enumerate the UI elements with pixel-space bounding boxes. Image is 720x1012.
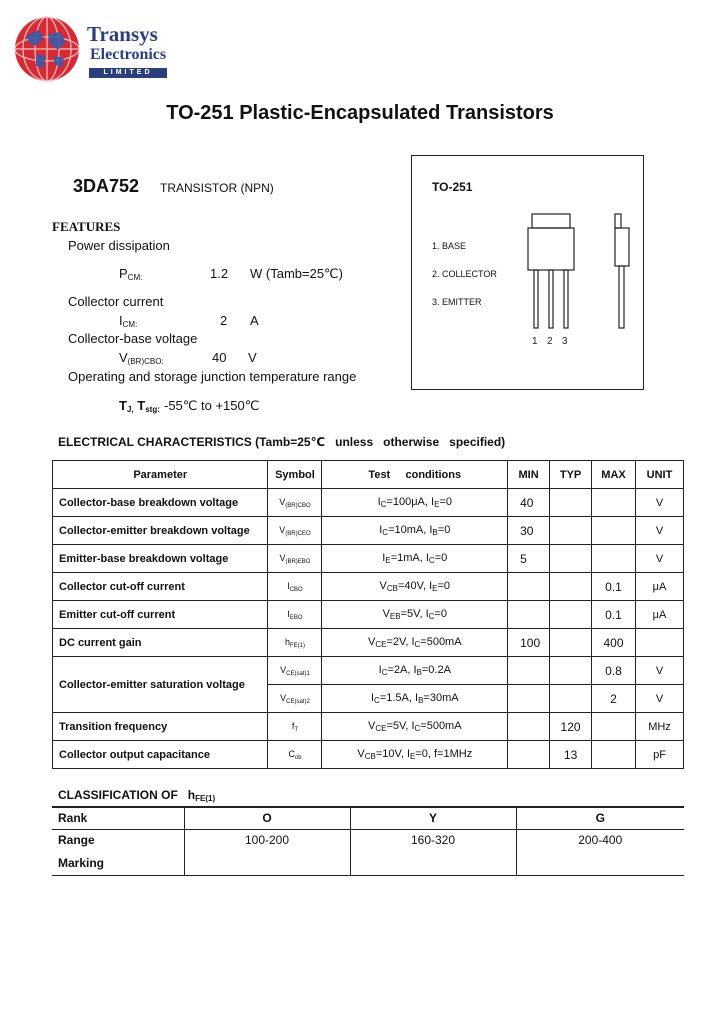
table-row bbox=[53, 545, 684, 573]
range-row bbox=[52, 829, 684, 851]
symbol-cell: $V_{(BR)CEO}$ bbox=[268, 517, 322, 545]
min-cell bbox=[508, 713, 550, 741]
symbol-cell: $V_{(BR)CBO}$ bbox=[268, 489, 322, 517]
to251-outline-drawing bbox=[520, 208, 640, 348]
rank-label: Rank bbox=[52, 807, 184, 829]
table-row bbox=[53, 517, 684, 545]
conditions-cell: $I_C=1.5A$, $I_B=30mA$ bbox=[322, 685, 508, 713]
part-number: 3DA752 bbox=[73, 176, 140, 196]
classification-heading: CLASSIFICATION OF $h_{FE(1)}$ bbox=[58, 788, 216, 803]
part-type: TRANSISTOR (NPN) bbox=[160, 181, 274, 195]
min-cell bbox=[508, 741, 550, 769]
header-parameter: Parameter bbox=[53, 461, 268, 489]
param-cell: Transition frequency bbox=[53, 713, 268, 741]
conditions-cell: $I_C=100\mu A$, $I_E=0$ bbox=[322, 489, 508, 517]
conditions-cell: $I_C=2A$, $I_B=0.2A$ bbox=[322, 657, 508, 685]
param-cell: Collector-emitter breakdown voltage bbox=[53, 517, 268, 545]
unit-cell bbox=[636, 629, 684, 657]
table-row bbox=[53, 573, 684, 601]
marking-row bbox=[52, 851, 684, 875]
vcbo-value: 40 bbox=[212, 350, 227, 365]
table-row bbox=[53, 489, 684, 517]
rank-row bbox=[52, 807, 684, 829]
temperature-range-label: Operating and storage junction temperature range bbox=[68, 369, 357, 384]
max-cell: 400 bbox=[592, 629, 636, 657]
conditions-cell: $V_{CB}=40V$, $I_E=0$ bbox=[322, 573, 508, 601]
max-cell bbox=[592, 545, 636, 573]
temperature-symbols: $T_{J,}$ $T_{stg:}$ bbox=[119, 398, 160, 414]
icm-unit: A bbox=[250, 313, 259, 328]
features-heading: FEATURES bbox=[52, 219, 121, 234]
max-cell: 0.8 bbox=[592, 657, 636, 685]
symbol-cell: $I_{CBO}$ bbox=[268, 573, 322, 601]
param-cell: Collector cut-off current bbox=[53, 573, 268, 601]
vcbo-symbol: $V_{(BR)CBO:}$ bbox=[119, 350, 164, 366]
electrical-characteristics-heading: ELECTRICAL CHARACTERISTICS (Tamb=25℃ unless otherwise specified) bbox=[58, 435, 506, 449]
conditions-cell: $V_{CE}=5V$, $I_C=500mA$ bbox=[322, 713, 508, 741]
typ-cell bbox=[550, 489, 592, 517]
rank-g: G bbox=[516, 807, 684, 829]
rank-y: Y bbox=[350, 807, 516, 829]
company-name: Transys bbox=[87, 22, 158, 46]
pin-number-1: 1 bbox=[532, 336, 538, 347]
unit-cell: MHz bbox=[636, 713, 684, 741]
company-division: Electronics bbox=[90, 46, 167, 63]
header-test-conditions: Test conditions bbox=[322, 461, 508, 489]
icm-symbol: $I_{CM:}$ bbox=[119, 313, 138, 329]
symbol-cell: $V_{CE(sat)1}$ bbox=[268, 657, 322, 685]
symbol-cell: $I_{EBO}$ bbox=[268, 601, 322, 629]
conditions-cell: $V_{CE}=2V$, $I_C=500mA$ bbox=[322, 629, 508, 657]
table-row bbox=[53, 629, 684, 657]
header-typ: TYP bbox=[550, 461, 592, 489]
table-row bbox=[53, 713, 684, 741]
pin-label-emitter: 3. EMITTER bbox=[432, 297, 482, 307]
header-symbol: Symbol bbox=[268, 461, 322, 489]
typ-cell bbox=[550, 545, 592, 573]
param-cell: Collector-emitter saturation voltage bbox=[53, 657, 268, 713]
symbol-cell: $C_{ob}$ bbox=[268, 741, 322, 769]
header-max: MAX bbox=[592, 461, 636, 489]
max-cell: 0.1 bbox=[592, 573, 636, 601]
conditions-cell: $V_{EB}=5V$, $I_C=0$ bbox=[322, 601, 508, 629]
typ-cell bbox=[550, 685, 592, 713]
param-cell: Emitter cut-off current bbox=[53, 601, 268, 629]
range-label: Range bbox=[58, 833, 95, 848]
unit-cell: V bbox=[636, 657, 684, 685]
conditions-cell: $I_E=1mA$, $I_C=0$ bbox=[322, 545, 508, 573]
min-cell: 100 bbox=[508, 629, 550, 657]
electrical-characteristics-table bbox=[52, 460, 684, 769]
param-cell: Emitter-base breakdown voltage bbox=[53, 545, 268, 573]
marking-g bbox=[516, 851, 684, 875]
unit-cell: pF bbox=[636, 741, 684, 769]
header-unit: UNIT bbox=[636, 461, 684, 489]
min-cell bbox=[508, 685, 550, 713]
min-cell bbox=[508, 573, 550, 601]
typ-cell bbox=[550, 573, 592, 601]
symbol-cell: $V_{CE(sat)2}$ bbox=[268, 685, 322, 713]
page-title: TO-251 Plastic-Encapsulated Transistors bbox=[166, 102, 554, 124]
pin-label-base: 1. BASE bbox=[432, 241, 467, 251]
max-cell bbox=[592, 741, 636, 769]
typ-cell: 120 bbox=[550, 713, 592, 741]
pcm-value: 1.2 bbox=[210, 266, 229, 281]
min-cell bbox=[508, 601, 550, 629]
unit-cell: μA bbox=[636, 601, 684, 629]
unit-cell: V bbox=[636, 545, 684, 573]
table-row bbox=[53, 741, 684, 769]
max-cell bbox=[592, 489, 636, 517]
marking-label: Marking bbox=[52, 851, 184, 875]
typ-cell bbox=[550, 657, 592, 685]
range-y: 160-320 bbox=[350, 829, 516, 851]
table-row bbox=[53, 601, 684, 629]
min-cell: 5 bbox=[508, 545, 550, 573]
unit-cell: V bbox=[636, 517, 684, 545]
temperature-value: -55℃ to +150℃ bbox=[164, 398, 260, 413]
max-cell: 2 bbox=[592, 685, 636, 713]
collector-base-voltage-label: Collector-base voltage bbox=[68, 331, 198, 346]
pin-number-2: 2 bbox=[547, 336, 553, 347]
table-row bbox=[53, 657, 684, 685]
min-cell: 40 bbox=[508, 489, 550, 517]
typ-cell bbox=[550, 629, 592, 657]
max-cell bbox=[592, 713, 636, 741]
param-cell: Collector output capacitance bbox=[53, 741, 268, 769]
symbol-cell: $V_{(BR)EBO}$ bbox=[268, 545, 322, 573]
range-o: 100-200 bbox=[184, 829, 350, 851]
header-min: MIN bbox=[508, 461, 550, 489]
pin-label-collector: 2. COLLECTOR bbox=[432, 269, 497, 279]
pcm-unit: W (Tamb=25℃) bbox=[250, 266, 343, 281]
unit-cell: V bbox=[636, 489, 684, 517]
min-cell: 30 bbox=[508, 517, 550, 545]
symbol-cell: $f_T$ bbox=[268, 713, 322, 741]
classification-table bbox=[52, 806, 684, 876]
marking-y bbox=[350, 851, 516, 875]
power-dissipation-label: Power dissipation bbox=[68, 238, 170, 253]
vcbo-unit: V bbox=[248, 350, 257, 365]
pcm-symbol: $P_{CM:}$ bbox=[119, 266, 143, 282]
min-cell bbox=[508, 657, 550, 685]
icm-value: 2 bbox=[220, 313, 228, 328]
typ-cell bbox=[550, 517, 592, 545]
param-cell: DC current gain bbox=[53, 629, 268, 657]
package-diagram bbox=[411, 155, 644, 390]
pin-number-3: 3 bbox=[562, 336, 568, 347]
company-logo-globe bbox=[14, 16, 80, 82]
company-suffix: LIMITED bbox=[89, 68, 167, 78]
typ-cell bbox=[550, 601, 592, 629]
unit-cell: μA bbox=[636, 573, 684, 601]
rank-o: O bbox=[184, 807, 350, 829]
typ-cell: 13 bbox=[550, 741, 592, 769]
package-title: TO-251 bbox=[432, 180, 473, 194]
max-cell: 0.1 bbox=[592, 601, 636, 629]
table-header-row bbox=[53, 461, 684, 489]
range-g: 200-400 bbox=[516, 829, 684, 851]
param-cell: Collector-base breakdown voltage bbox=[53, 489, 268, 517]
symbol-cell: $h_{FE(1)}$ bbox=[268, 629, 322, 657]
max-cell bbox=[592, 517, 636, 545]
collector-current-label: Collector current bbox=[68, 294, 164, 309]
unit-cell: V bbox=[636, 685, 684, 713]
conditions-cell: $I_C=10mA$, $I_B=0$ bbox=[322, 517, 508, 545]
marking-o bbox=[184, 851, 350, 875]
conditions-cell: $V_{CB}=10V$, $I_E=0$, f=1MHz bbox=[322, 741, 508, 769]
